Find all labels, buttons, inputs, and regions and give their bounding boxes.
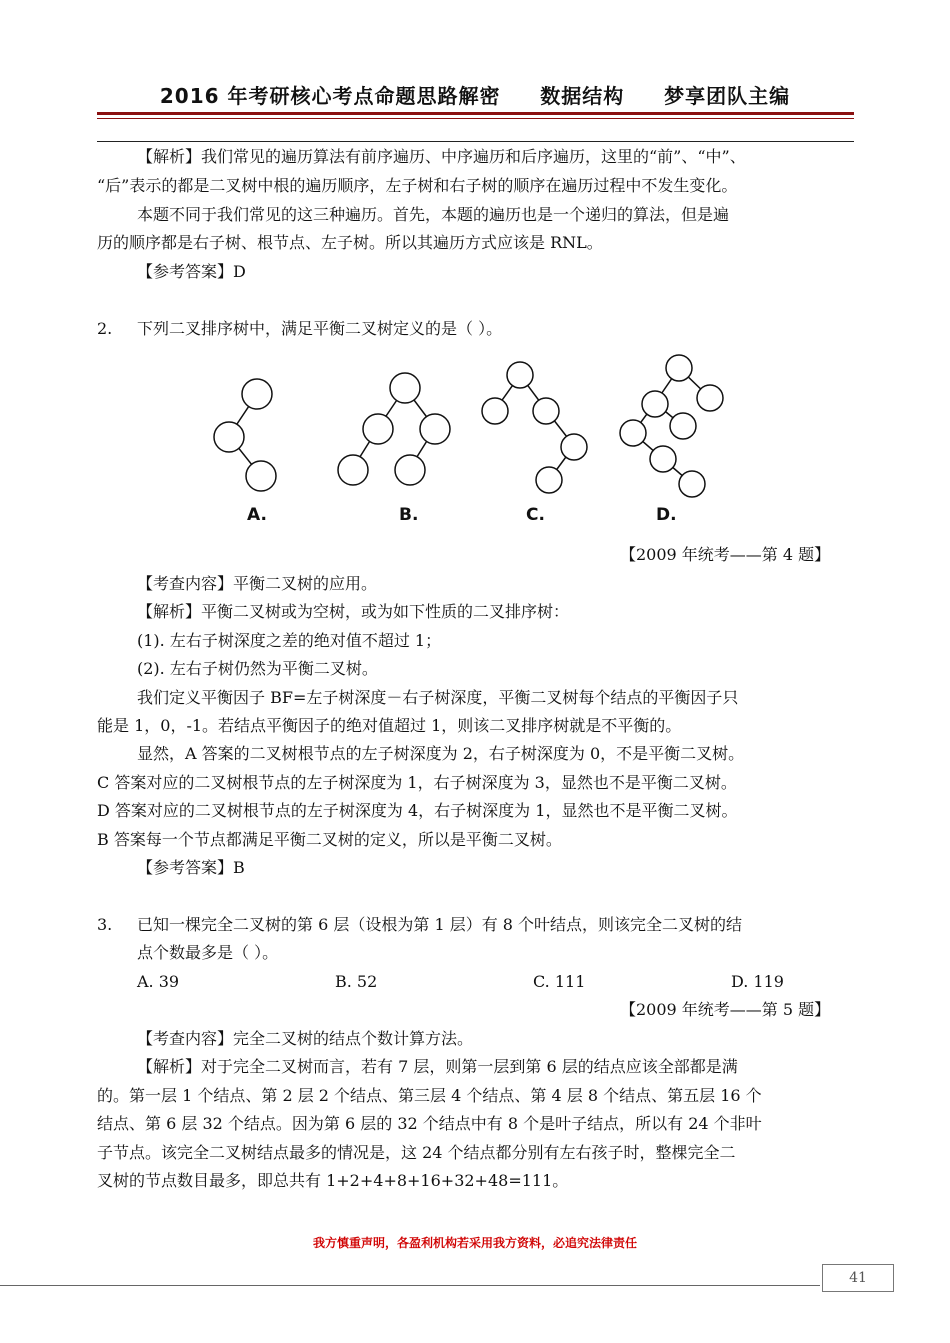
prev-analysis-line-1: 【解析】我们常见的遍历算法有前序遍历、中序遍历和后序遍历，这里的“前”、“中”、: [137, 147, 746, 166]
q2-stem: 下列二叉排序树中，满足平衡二叉树定义的是（ ）。: [137, 319, 503, 338]
q3-number: 3.: [97, 915, 113, 934]
q2-topic: 【考查内容】平衡二叉树的应用。: [137, 574, 378, 593]
q2-source: 【2009 年统考——第 4 题】: [620, 545, 831, 564]
q2-analysis-line-5: 能是 1，0，-1。若结点平衡因子的绝对值超过 1，则该二叉排序树就是不平衡的。: [97, 716, 682, 735]
q2-analysis-line-9: B 答案每一个节点都满足平衡二叉树的定义，所以是平衡二叉树。: [97, 830, 562, 849]
option-label-d: D.: [656, 505, 677, 525]
q2-number: 2.: [97, 319, 113, 338]
tree-d: [620, 355, 723, 497]
q3-analysis-line-1: 【解析】对于完全二叉树而言，若有 7 层，则第一层到第 6 层的结点应该全部都是满: [137, 1057, 738, 1076]
q3-topic: 【考查内容】完全二叉树的结点个数计算方法。: [137, 1029, 474, 1048]
tree-a: [214, 379, 276, 491]
option-label-a: A.: [247, 505, 267, 525]
option-label-c: C.: [526, 505, 545, 525]
tree-b: [338, 373, 450, 485]
q3-option-a: A. 39: [137, 972, 180, 991]
q2-answer: 【参考答案】B: [137, 858, 245, 877]
q3-option-b: B. 52: [335, 972, 378, 991]
header-rule-thick: [97, 112, 854, 115]
header-rule-thin: [97, 118, 854, 119]
q3-option-d: D. 119: [731, 972, 784, 991]
option-label-b: B.: [399, 505, 419, 525]
q2-analysis-line-6: 显然，A 答案的二叉树根节点的左子树深度为 2，右子树深度为 0，不是平衡二叉树。: [137, 744, 745, 763]
running-header: 2016 年考研核心考点命题思路解密 数据结构 梦享团队主编: [159, 84, 791, 108]
q3-analysis-line-5: 叉树的节点数目最多，即总共有 1+2+4+8+16+32+48=111。: [97, 1171, 569, 1190]
header-rule-black: [97, 141, 854, 142]
q2-analysis-line-4: 我们定义平衡因子 BF=左子树深度－右子树深度，平衡二叉树每个结点的平衡因子只: [137, 688, 739, 707]
q2-analysis-line-3: (2). 左右子树仍然为平衡二叉树。: [137, 659, 378, 678]
q3-source: 【2009 年统考——第 5 题】: [620, 1000, 831, 1019]
q3-analysis-line-4: 子节点。该完全二叉树结点最多的情况是，这 24 个结点都分别有左右孩子时，整棵完全二: [97, 1143, 736, 1162]
footer-rule: [0, 1285, 820, 1286]
q2-analysis-line-8: D 答案对应的二叉树根节点的左子树深度为 4，右子树深度为 1，显然也不是平衡二叉树。: [97, 801, 738, 820]
prev-analysis-line-3: 本题不同于我们常见的这三种遍历。首先，本题的遍历也是一个递归的算法，但是遍: [137, 205, 730, 224]
q3-analysis-line-3: 结点、第 6 层 32 个结点。因为第 6 层的 32 个结点中有 8 个是叶子结点，所以有 24 个非叶: [97, 1114, 762, 1133]
q2-analysis-line-7: C 答案对应的二叉树根节点的左子树深度为 1，右子树深度为 3，显然也不是平衡二叉树。: [97, 773, 737, 792]
q2-tree-options-figure: [195, 350, 735, 530]
q3-stem-line-2: 点个数最多是（ ）。: [137, 943, 279, 962]
q3-option-c: C. 111: [533, 972, 586, 991]
prev-answer: 【参考答案】D: [137, 262, 246, 281]
tree-c: [482, 362, 587, 493]
copyright-notice: 我方慎重声明，各盈利机构若采用我方资料，必追究法律责任: [312, 1236, 637, 1250]
page-number: 41: [822, 1264, 894, 1292]
q3-analysis-line-2: 的。第一层 1 个结点、第 2 层 2 个结点、第三层 4 个结点、第 4 层 8 个结点、第五层 16 个: [97, 1086, 762, 1105]
q2-analysis-line-1: 【解析】平衡二叉树或为空树，或为如下性质的二叉排序树：: [137, 602, 570, 621]
q3-stem-line-1: 已知一棵完全二叉树的第 6 层（设根为第 1 层）有 8 个叶结点，则该完全二叉树的结: [137, 915, 743, 934]
prev-analysis-line-2: “后”表示的都是二叉树中根的遍历顺序，左子树和右子树的顺序在遍历过程中不发生变化。: [97, 176, 738, 195]
prev-analysis-line-4: 历的顺序都是右子树、根节点、左子树。所以其遍历方式应该是 RNL。: [97, 233, 603, 252]
q2-analysis-line-2: (1). 左右子树深度之差的绝对值不超过 1；: [137, 631, 442, 650]
